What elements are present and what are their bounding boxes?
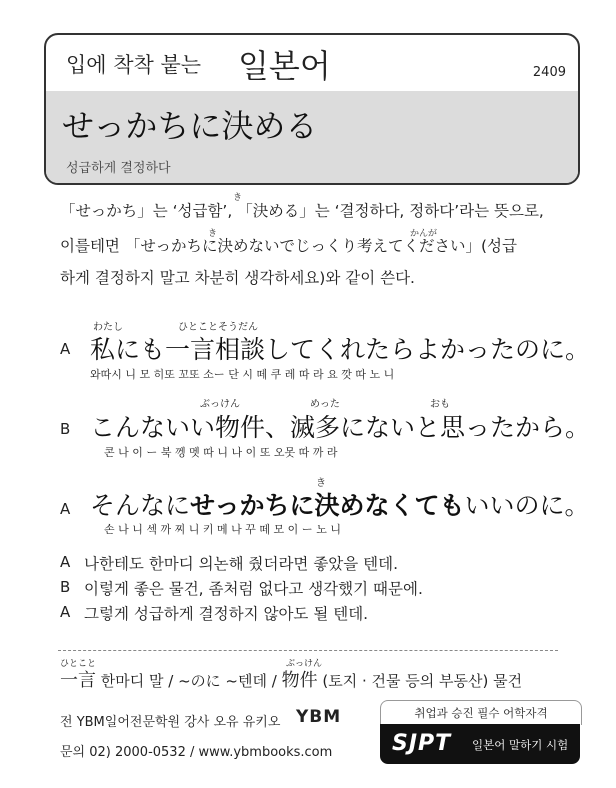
dialogue-2-furigana-1: ぶっけん — [200, 399, 240, 410]
issue-number: 2409 — [532, 65, 566, 80]
dialogue-3-japanese — [90, 486, 590, 522]
dialogue-2-furigana-2: めった — [310, 399, 340, 410]
vocab-2-furigana: ぶっけん — [286, 659, 323, 669]
dialogue-3-text-bold: せっかちに決めなくても — [190, 491, 465, 520]
explanation-line-3: 하게 결정하지 말고 차분히 생각하세요)와 같이 쓴다. — [60, 269, 415, 287]
translation-1-text: 나한테도 한마디 의논해 줬더라면 좋았을 텐데. — [84, 555, 399, 573]
dialogue-3-furigana-1: き — [316, 478, 326, 489]
dialogue-3-text-post: いいのに。 — [464, 491, 590, 520]
translation-1-speaker: A — [60, 553, 71, 571]
ybm-logo: YBM — [296, 707, 342, 727]
dialogue-3-pronunciation: 손 나 니 섹 까 찌 니 키 메 나 꾸 떼 모 이 ー 노 니 — [104, 523, 341, 536]
explanation-line-2: 이를테면 「せっかちに決めないでじっくり考えてください」(성급 — [60, 237, 518, 255]
title-band — [46, 91, 578, 183]
vocab-1-meaning: 한마디 말 / ~のに ~텐데 / — [100, 672, 277, 690]
dialogue-3-text-pre: そんなに — [90, 491, 191, 520]
dialogue-1-speaker: A — [60, 340, 71, 358]
ruby-kanga: かんが — [410, 229, 438, 239]
dialogue-2-pronunciation: 콘 나 이 ー 북 껭 멧 따 니 나 이 또 오못 따 까 라 — [104, 446, 338, 459]
dialogue-2-speaker: B — [60, 420, 71, 438]
series-title-big: 일본어 — [238, 47, 331, 85]
dialogue-1-furigana-1: わたし — [93, 322, 123, 333]
dialogue-2-furigana-3: おも — [430, 399, 450, 410]
vocab-2-word: 物件 — [281, 670, 318, 691]
korean-subtitle: 성급하게 결정하다 — [66, 161, 171, 176]
sjpt-description: 일본어 말하기 시험 — [472, 738, 569, 752]
japanese-title: せっかちに決める — [62, 107, 318, 145]
dialogue-1-pronunciation: 와따시 니 모 히또 꼬또 소ー 단 시 떼 쿠 레 따 라 요 깟 따 노 니 — [90, 368, 395, 381]
sjpt-banner — [380, 700, 580, 766]
vocab-1-word: 一言 — [60, 670, 96, 691]
vocab-2-meaning: (토지 · 건물 등의 부동산) 물건 — [322, 672, 523, 690]
dialogue-3-speaker: A — [60, 500, 71, 518]
vocab-1-furigana: ひとこと — [60, 659, 97, 669]
explanation-line-1: 「せっかち」는 ‘성급함’, 「決める」는 ‘결정하다, 정하다’라는 뜻으로, — [60, 202, 544, 220]
series-row — [46, 35, 578, 91]
header-box — [44, 33, 580, 185]
dialogue-1-furigana-2: ひとことそうだん — [178, 322, 258, 333]
contact-info: 문의 02) 2000-0532 / www.ybmbooks.com — [60, 745, 333, 760]
series-title-small: 입에 착착 붙는 — [66, 53, 202, 77]
vocab-line — [60, 666, 522, 692]
divider — [58, 650, 558, 651]
translation-3-text: 그렇게 성급하게 결정하지 않아도 될 텐데. — [84, 605, 369, 623]
translation-2-speaker: B — [60, 578, 71, 596]
dialogue-1-japanese: 私にも一言相談してくれたらよかったのに。 — [90, 335, 591, 364]
translation-3-speaker: A — [60, 603, 71, 621]
sjpt-logo: SJPT — [392, 731, 452, 756]
translation-2-text: 이렇게 좋은 물건, 좀처럼 없다고 생각했기 때문에. — [84, 580, 423, 598]
dialogue-2-japanese: こんないい物件、滅多にないと思ったから。 — [90, 413, 591, 442]
sjpt-panel — [380, 724, 580, 764]
sjpt-tagline: 취업과 승진 필수 어학자격 — [380, 700, 582, 725]
author-credit: 전 YBM일어전문학원 강사 오유 유키오 — [60, 715, 281, 730]
ruby-ki-2: き — [208, 229, 218, 239]
ruby-ki-1: き — [233, 193, 243, 203]
